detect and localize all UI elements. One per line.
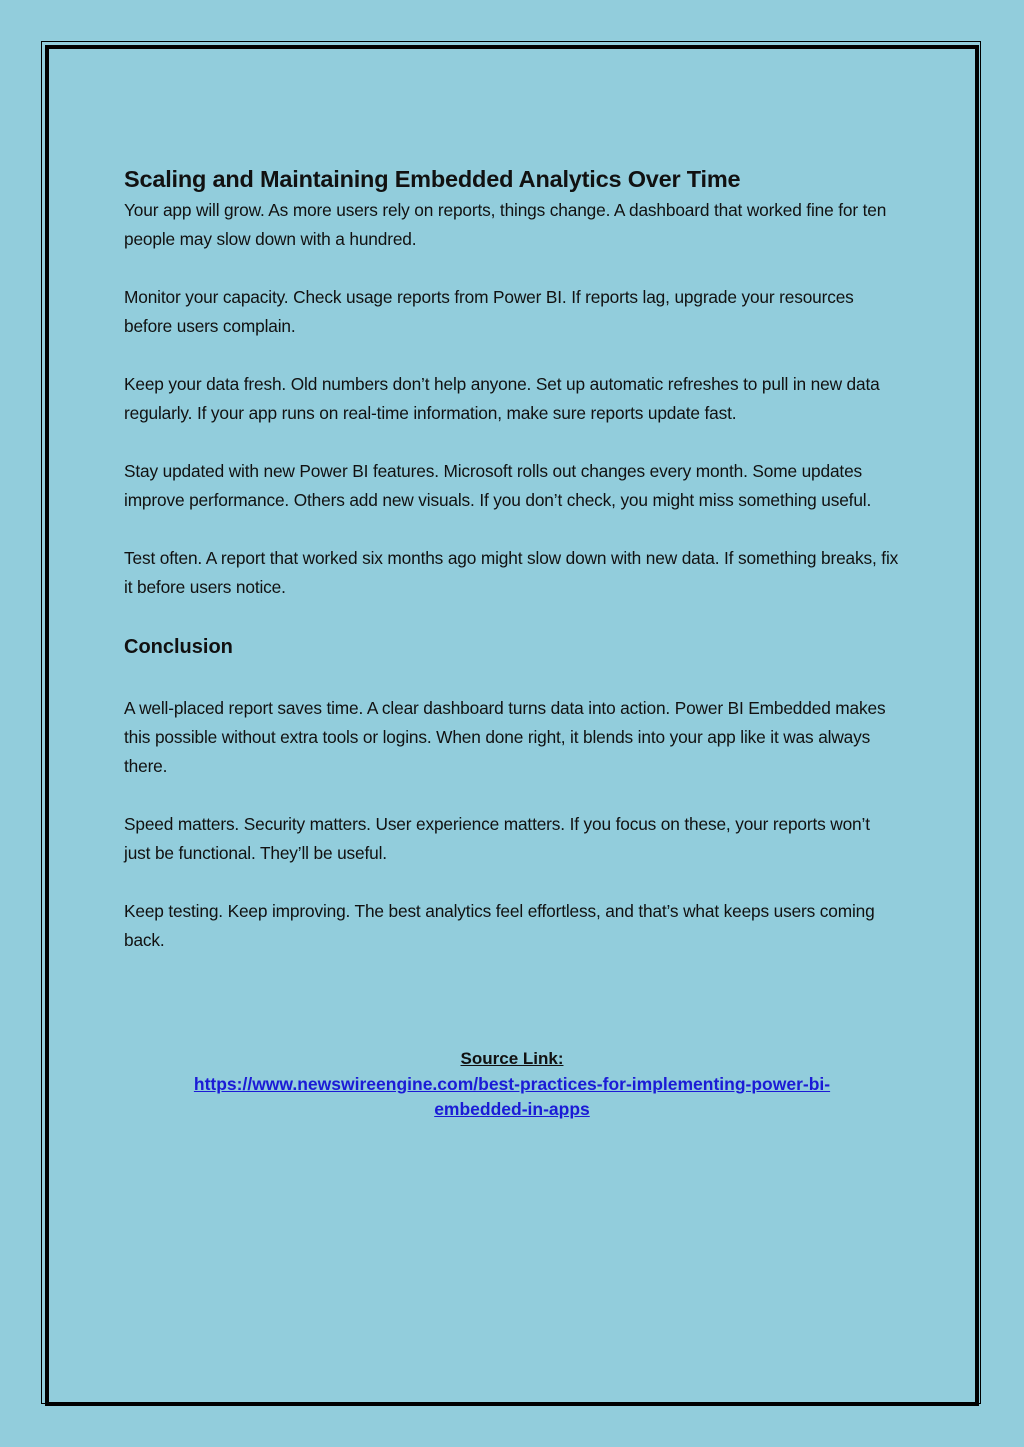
- paragraph: Monitor your capacity. Check usage reports from Power BI. If reports lag, upgrade your resources before users complain.: [124, 287, 854, 336]
- paragraph: Your app will grow. As more users rely on reports, things change. A dashboard that worked fine for ten people may slow down with a hundred.: [124, 200, 887, 249]
- paragraph: Stay updated with new Power BI features. Microsoft rolls out changes every month. Some updates improve performance. Others add new visuals. If you don’t check, you might miss something useful.: [124, 461, 872, 510]
- conclusion-heading: Conclusion: [124, 636, 233, 658]
- paragraph: Keep testing. Keep improving. The best analytics feel effortless, and that’s what keeps users coming back.: [124, 901, 875, 950]
- article-title: Scaling and Maintaining Embedded Analytics Over Time: [124, 166, 741, 192]
- paragraph: Speed matters. Security matters. User experience matters. If you focus on these, your reports won’t just be functional. They’ll be useful.: [124, 814, 870, 863]
- source-label: Source Link:: [460, 1049, 564, 1068]
- paragraph: Test often. A report that worked six months ago might slow down with new data. If something breaks, fix it before users notice.: [124, 548, 899, 597]
- paragraph: Keep your data fresh. Old numbers don’t help anyone. Set up automatic refreshes to pull in new data regularly. If your app runs on real-time information, make sure reports update fast.: [124, 374, 880, 423]
- source-block: [124, 1046, 900, 1122]
- source-link[interactable]: https://www.newswireengine.com/best-practices-for-implementing-power-bi-embedded-in-apps: [193, 1074, 831, 1119]
- paragraph: A well-placed report saves time. A clear dashboard turns data into action. Power BI Embedded makes this possible without extra tools or logins. When done right, it blends into your app like it was always there.: [124, 698, 886, 776]
- article-body: [124, 162, 900, 955]
